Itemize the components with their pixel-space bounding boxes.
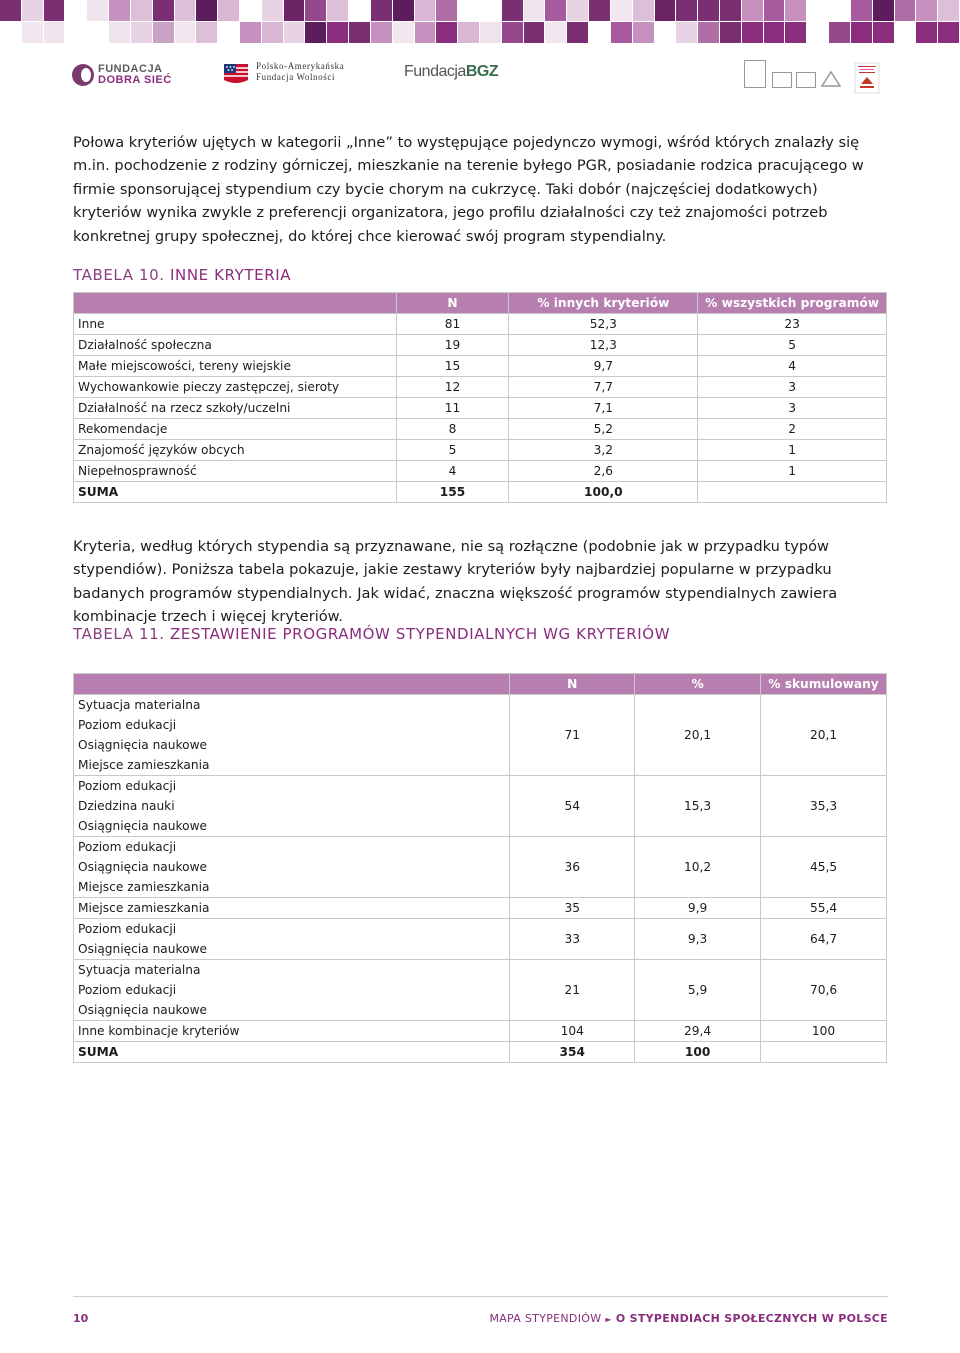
table10-cell-value: 23: [698, 314, 887, 335]
logo-bgz-suffix: BGZ: [465, 63, 499, 80]
mosaic-tile: [742, 22, 763, 43]
mosaic-tile: [611, 22, 632, 43]
mosaic-tile: [589, 22, 610, 43]
table11-row: [74, 1021, 887, 1042]
table11-sum-pct: 100: [635, 1042, 761, 1063]
mosaic-tile: [895, 0, 916, 21]
mosaic-tile: [720, 22, 741, 43]
table11-cell-pct: 20,1: [635, 695, 761, 776]
footer-title: [489, 1312, 888, 1325]
table11-criterion: Miejsce zamieszkania: [78, 880, 210, 894]
table11-criterion: Poziom edukacji: [78, 779, 177, 793]
mosaic-tile: [698, 22, 719, 43]
table11-cell-n: 35: [510, 898, 635, 919]
table11-cell-cum: 45,5: [761, 837, 887, 898]
mosaic-tile: [22, 0, 43, 21]
mosaic-tile: [611, 0, 632, 21]
mosaic-tile: [109, 0, 130, 21]
table10-cell-label: Znajomość języków obcych: [74, 440, 397, 461]
mosaic-tile: [567, 0, 588, 21]
table11: [73, 673, 887, 1063]
table11-cell-cum: 55,4: [761, 898, 887, 919]
mosaic-tile: [785, 22, 806, 43]
table11-label: TABELA 11.: [73, 625, 165, 643]
table11-sum-label: SUMA: [74, 1042, 510, 1063]
pafw-logo: [222, 60, 344, 84]
mosaic-tile: [851, 0, 872, 21]
mosaic-tile: [44, 22, 65, 43]
mosaic-tile: [676, 0, 697, 21]
mosaic-tile: [65, 22, 86, 43]
mosaic-tile: [196, 0, 217, 21]
mosaic-tile: [545, 22, 566, 43]
mosaic-tile: [262, 0, 283, 21]
mosaic-tile: [109, 22, 130, 43]
header-mosaic: [0, 0, 960, 44]
table11-cell-cum: 20,1: [761, 695, 887, 776]
footer-left-text: MAPA STYPENDIÓW: [489, 1312, 602, 1325]
mosaic-tile: [916, 22, 937, 43]
mosaic-tile: [240, 0, 261, 21]
mosaic-tile: [284, 0, 305, 21]
mosaic-tile: [764, 0, 785, 21]
mosaic-tile: [829, 0, 850, 21]
table11-row: [74, 695, 887, 776]
table10-sum-row: [74, 482, 887, 503]
table11-row: [74, 898, 887, 919]
table11-cell-pct: 5,9: [635, 960, 761, 1021]
table10-header-blank: [74, 293, 397, 314]
table11-criterion: Dziedzina nauki: [78, 799, 175, 813]
table11-cell-pct: 10,2: [635, 837, 761, 898]
table10-cell-value: 15: [396, 356, 509, 377]
mosaic-tile: [480, 0, 501, 21]
table10-cell-label: Rekomendacje: [74, 419, 397, 440]
table10-title: [73, 266, 291, 284]
mosaic-tile: [349, 0, 370, 21]
table10-row: [74, 356, 887, 377]
mosaic-tile: [218, 22, 239, 43]
table11-header-pct: %: [635, 674, 761, 695]
mosaic-tile: [44, 0, 65, 21]
mosaic-tile: [916, 0, 937, 21]
table11-cell-pct: 9,9: [635, 898, 761, 919]
mosaic-tile: [0, 0, 21, 21]
footer-divider: [73, 1296, 888, 1297]
table10-row: [74, 398, 887, 419]
mosaic-tile: [567, 22, 588, 43]
logo-fds-line2: DOBRA SIEĆ: [98, 74, 172, 86]
mosaic-tile: [851, 22, 872, 43]
table11-cell-criteria: [74, 919, 510, 960]
table11-criterion: Inne kombinacje kryteriów: [78, 1024, 240, 1038]
table10-name: INNE KRYTERIA: [170, 266, 292, 284]
table10-header-row: [74, 293, 887, 314]
logo-pafw-line1: Polsko-Amerykańska: [256, 61, 345, 71]
mosaic-tile: [436, 0, 457, 21]
table11-cell-n: 36: [510, 837, 635, 898]
table11-cell-n: 21: [510, 960, 635, 1021]
table11-criterion: Miejsce zamieszkania: [78, 758, 210, 772]
table11-cell-pct: 15,3: [635, 776, 761, 837]
mosaic-tile: [764, 22, 785, 43]
table10-cell-value: 3,2: [509, 440, 698, 461]
table11-cell-criteria: [74, 837, 510, 898]
table11-cell-cum: 70,6: [761, 960, 887, 1021]
table10-cell-value: 52,3: [509, 314, 698, 335]
table10-cell-value: 12,3: [509, 335, 698, 356]
fundacja-dobra-siec-logo: [72, 62, 172, 88]
table11-criterion: Osiągnięcia naukowe: [78, 942, 208, 956]
mosaic-tile: [480, 22, 501, 43]
table11-row: [74, 919, 887, 960]
table11-criterion: Miejsce zamieszkania: [78, 901, 210, 915]
table10-sum-value: 100,0: [509, 482, 698, 503]
middle-paragraph: Kryteria, według których stypendia są przyznawane, nie są rozłączne (podobnie jak w przypadku typów stypendiów). Poniższa tabela pokazuje, jakie zestawy kryteriów były najbardziej popularne w przypadku badanych programów stypendialnych. Jak widać, znaczna większość programów stypendialnych zawiera kombinacje trzech i więcej kryteriów.: [73, 538, 838, 626]
table10-cell-value: 4: [396, 461, 509, 482]
mosaic-tile: [240, 22, 261, 43]
mosaic-tile: [502, 22, 523, 43]
page-number: 10: [73, 1312, 89, 1325]
table10-cell-value: 9,7: [509, 356, 698, 377]
shape-rect2-icon: [796, 72, 816, 88]
mosaic-tile: [175, 22, 196, 43]
table10-cell-value: 12: [396, 377, 509, 398]
logo-pafw-line2: Fundacja Wolności: [256, 72, 336, 82]
table10-cell-value: 5: [698, 335, 887, 356]
table10-cell-label: Inne: [74, 314, 397, 335]
mosaic-tile: [502, 0, 523, 21]
table10-cell-value: 5: [396, 440, 509, 461]
mosaic-tile: [196, 22, 217, 43]
mosaic-tile: [742, 0, 763, 21]
mosaic-tile: [349, 22, 370, 43]
table10-cell-value: 4: [698, 356, 887, 377]
mosaic-tile: [545, 0, 566, 21]
table10-cell-label: Niepełnosprawność: [74, 461, 397, 482]
table10-cell-value: 11: [396, 398, 509, 419]
mosaic-tile: [676, 22, 697, 43]
mosaic-tile: [938, 0, 959, 21]
table10-cell-value: 2,6: [509, 461, 698, 482]
logo-fds-line1: FUNDACJA: [98, 63, 163, 75]
table10-header-pct-all: % wszystkich programów: [698, 293, 887, 314]
table10-cell-label: Działalność na rzecz szkoły/uczelni: [74, 398, 397, 419]
mosaic-tile: [415, 22, 436, 43]
table11-cell-n: 71: [510, 695, 635, 776]
table11-sum-n: 354: [510, 1042, 635, 1063]
dobra-siec-mark-icon: [72, 64, 94, 86]
mosaic-tile: [785, 0, 806, 21]
table10-sum-label: SUMA: [74, 482, 397, 503]
table11-cell-criteria: [74, 1021, 510, 1042]
mosaic-tile: [829, 22, 850, 43]
shape-triangle-icon: [820, 70, 842, 88]
table11-cell-cum: 100: [761, 1021, 887, 1042]
table11-cell-pct: 9,3: [635, 919, 761, 960]
mosaic-tile: [262, 22, 283, 43]
mosaic-tile: [371, 22, 392, 43]
table11-header-row: [74, 674, 887, 695]
footer-right-text: O STYPENDIACH SPOŁECZNYCH W POLSCE: [615, 1312, 888, 1325]
table11-cell-cum: 35,3: [761, 776, 887, 837]
table10-cell-value: 5,2: [509, 419, 698, 440]
mosaic-tile: [458, 0, 479, 21]
mosaic-tile: [873, 0, 894, 21]
table10-header-n: N: [396, 293, 509, 314]
table10-header-pct-other: % innych kryteriów: [509, 293, 698, 314]
table10-cell-value: 2: [698, 419, 887, 440]
table10-row: [74, 377, 887, 398]
mosaic-tile: [131, 22, 152, 43]
table10-cell-label: Wychowankowie pieczy zastępczej, sieroty: [74, 377, 397, 398]
mosaic-tile: [22, 22, 43, 43]
table11-header-cum: % skumulowany: [761, 674, 887, 695]
table11-sum-row: [74, 1042, 887, 1063]
table10-sum-value: 155: [396, 482, 509, 503]
mosaic-tile: [87, 0, 108, 21]
table10-row: [74, 419, 887, 440]
table10-cell-value: 7,1: [509, 398, 698, 419]
shape-rect-icon: [772, 72, 792, 88]
stamp-logo-icon: [854, 62, 880, 94]
table11-cell-n: 104: [510, 1021, 635, 1042]
mosaic-tile: [458, 22, 479, 43]
table11-name: ZESTAWIENIE PROGRAMÓW STYPENDIALNYCH WG KRYTERIÓW: [170, 625, 671, 643]
table11-cell-criteria: [74, 695, 510, 776]
table11-sum-cum: [761, 1042, 887, 1063]
table11-row: [74, 960, 887, 1021]
mosaic-tile: [589, 0, 610, 21]
mosaic-tile: [524, 22, 545, 43]
mosaic-tile: [327, 0, 348, 21]
mosaic-tile: [175, 0, 196, 21]
mosaic-tile: [415, 0, 436, 21]
table10-row: [74, 461, 887, 482]
table11-cell-criteria: [74, 960, 510, 1021]
table11-cell-pct: 29,4: [635, 1021, 761, 1042]
table10-cell-label: Małe miejscowości, tereny wiejskie: [74, 356, 397, 377]
table10-sum-value: [698, 482, 887, 503]
table11-cell-cum: 64,7: [761, 919, 887, 960]
table10-row: [74, 335, 887, 356]
table11-criterion: Sytuacja materialna: [78, 698, 201, 712]
mosaic-tile: [698, 0, 719, 21]
table11-criterion: Sytuacja materialna: [78, 963, 201, 977]
table10-row: [74, 440, 887, 461]
table11-header-n: N: [510, 674, 635, 695]
logo-bgz-prefix: Fundacja: [404, 63, 466, 80]
table11-cell-n: 33: [510, 919, 635, 960]
mosaic-tile: [807, 22, 828, 43]
mosaic-tile: [218, 0, 239, 21]
table10-cell-value: 81: [396, 314, 509, 335]
table10-cell-value: 7,7: [509, 377, 698, 398]
table10-cell-value: 19: [396, 335, 509, 356]
table10-cell-value: 1: [698, 440, 887, 461]
pafw-flag-icon: [222, 60, 250, 84]
mosaic-tile: [655, 22, 676, 43]
table11-criterion: Osiągnięcia naukowe: [78, 1003, 208, 1017]
mosaic-tile: [153, 0, 174, 21]
table10-cell-value: 3: [698, 398, 887, 419]
mosaic-tile: [524, 0, 545, 21]
table10-cell-value: 8: [396, 419, 509, 440]
table11-cell-n: 54: [510, 776, 635, 837]
mosaic-tile: [0, 22, 21, 43]
footer-arrow-icon: ►: [605, 1315, 612, 1324]
mosaic-tile: [65, 0, 86, 21]
table11-criterion: Osiągnięcia naukowe: [78, 738, 208, 752]
table10: [73, 292, 887, 503]
mosaic-tile: [633, 0, 654, 21]
table10-cell-value: 1: [698, 461, 887, 482]
mosaic-tile: [153, 22, 174, 43]
mosaic-tile: [436, 22, 457, 43]
mosaic-tile: [720, 0, 741, 21]
mosaic-tile: [895, 22, 916, 43]
mosaic-tile: [393, 0, 414, 21]
mosaic-tile: [873, 22, 894, 43]
mosaic-tile: [131, 0, 152, 21]
table11-row: [74, 776, 887, 837]
mosaic-tile: [633, 22, 654, 43]
table11-title: [73, 625, 670, 643]
mosaic-tile: [655, 0, 676, 21]
table11-criterion: Poziom edukacji: [78, 922, 177, 936]
mosaic-tile: [807, 0, 828, 21]
logos-row: [0, 52, 960, 102]
mosaic-tile: [305, 22, 326, 43]
table10-label: TABELA 10.: [73, 266, 165, 284]
mosaic-tile: [371, 0, 392, 21]
table11-header-blank: [74, 674, 510, 695]
shape-square-icon: [744, 60, 766, 88]
fundacja-bgz-logo: [404, 63, 498, 81]
table11-cell-criteria: [74, 898, 510, 919]
table11-row: [74, 837, 887, 898]
table11-cell-criteria: [74, 776, 510, 837]
table11-criterion: Poziom edukacji: [78, 983, 177, 997]
table11-criterion: Osiągnięcia naukowe: [78, 819, 208, 833]
table10-cell-value: 3: [698, 377, 887, 398]
table11-criterion: Poziom edukacji: [78, 718, 177, 732]
mosaic-tile: [393, 22, 414, 43]
mosaic-tile: [938, 22, 959, 43]
intro-paragraph: Połowa kryteriów ujętych w kategorii „Inne” to występujące pojedynczo wymogi, wśród których znalazły się m.in. pochodzenie z rodziny górniczej, mieszkanie na terenie byłego PGR, posiadanie rodzica pracującego w firmie sponsorującej stypendium czy bycie chorym na cukrzycę. Taki dobór (najczęściej dodatkowych) kryteriów wynika zwykle z preferencji organizatora, jego profilu działalności czy też znajomości potrzeb konkretnej grupy społecznej, do której chce kierować swój program stypendialny.: [73, 134, 864, 245]
table10-cell-label: Działalność społeczna: [74, 335, 397, 356]
table11-criterion: Osiągnięcia naukowe: [78, 860, 208, 874]
mosaic-tile: [327, 22, 348, 43]
mosaic-tile: [284, 22, 305, 43]
mosaic-tile: [87, 22, 108, 43]
table11-criterion: Poziom edukacji: [78, 840, 177, 854]
mosaic-tile: [305, 0, 326, 21]
table10-row: [74, 314, 887, 335]
